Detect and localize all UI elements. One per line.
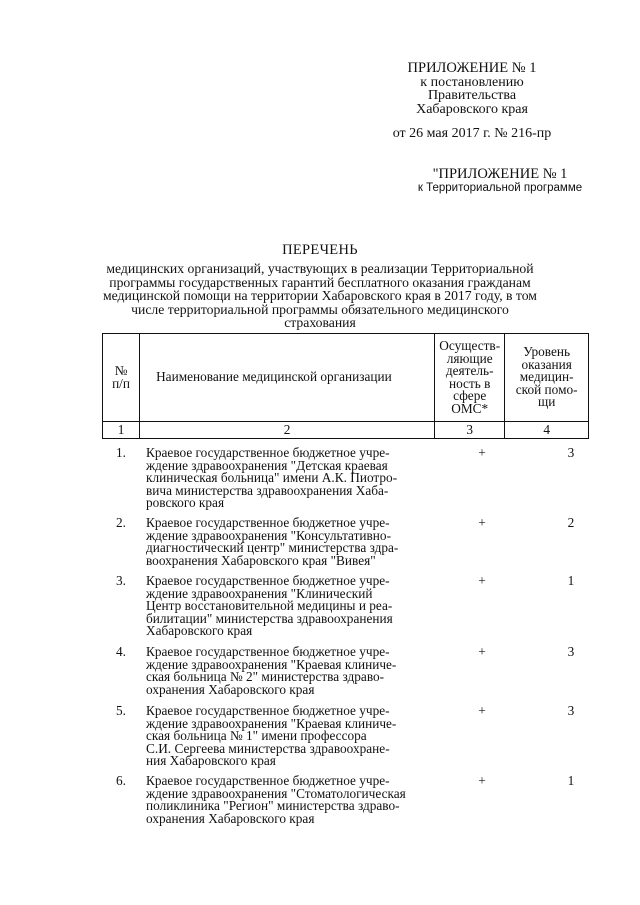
- row-number: 5.: [116, 703, 126, 718]
- name-line: ждение здравоохранения "Стоматологическая: [146, 785, 406, 801]
- header-oms-line: ность в: [448, 375, 491, 391]
- name-line: ждение здравоохранения "Детская краевая: [146, 457, 388, 473]
- header-row: [103, 334, 589, 422]
- row-number: 4.: [116, 644, 126, 659]
- appendix2-title: "ПРИЛОЖЕНИЕ № 1: [432, 166, 568, 182]
- appendix-line-2: к постановлению: [420, 74, 524, 90]
- header-num: [103, 334, 140, 422]
- subtitle-line: медицинской помощи на территории Хабаровского края в 2017 году, в том: [103, 288, 537, 303]
- name-line: диагностический центр" министерства здра-: [146, 540, 399, 555]
- appendix-title: ПРИЛОЖЕНИЕ № 1: [407, 60, 537, 76]
- document-subtitle: [100, 262, 540, 330]
- name-line: воохранения Хабаровского края "Вивея": [146, 552, 376, 568]
- row-oms-mark: +: [478, 644, 486, 659]
- row-care-level: 2: [567, 515, 575, 530]
- name-line: поликлиника "Регион" министерства здраво-: [146, 798, 400, 813]
- subtitle-line: числе территориальной программы обязательного медицинского страхования: [131, 301, 509, 330]
- row-care-level: 3: [567, 445, 575, 460]
- document-title: ПЕРЕЧЕНЬ: [282, 242, 358, 258]
- row-oms-mark: +: [478, 515, 486, 530]
- row-number: 1.: [116, 445, 126, 460]
- appendix2-subtitle: к Территориальной программе: [417, 182, 583, 194]
- row-organization-name: [146, 447, 436, 510]
- name-line: Краевое государственное бюджетное учре-: [146, 515, 390, 530]
- header-oms-line: деятель-: [445, 363, 494, 378]
- column-number: 4: [505, 422, 589, 439]
- name-line: охранения Хабаровского края: [146, 681, 315, 697]
- row-oms-mark: +: [478, 445, 486, 460]
- name-line: охранения Хабаровского края: [146, 810, 315, 826]
- row-care-level: 1: [567, 573, 575, 588]
- header-level: [505, 334, 589, 422]
- name-line: ская больница № 2" министерства здраво-: [146, 669, 385, 684]
- name-line: ждение здравоохранения "Консультативно-: [146, 527, 391, 543]
- appendix-date: от 26 мая 2017 г. № 216-пр: [392, 126, 552, 141]
- header-oms-line: сфере: [453, 388, 487, 403]
- name-line: ровского края: [146, 495, 225, 510]
- header-oms-line: ОМС*: [451, 400, 489, 416]
- row-number: 2.: [116, 515, 126, 530]
- header-level-line: ской помо-: [515, 381, 578, 397]
- header-oms-line: Осуществ-: [439, 338, 501, 353]
- header-oms-line: ляющие: [446, 350, 493, 366]
- row-number: 6.: [116, 773, 126, 788]
- name-line: Краевое государственное бюджетное учре-: [146, 644, 390, 659]
- table-header: [102, 333, 589, 439]
- name-line: Краевое государственное бюджетное учре-: [146, 703, 390, 718]
- row-care-level: 3: [567, 703, 575, 718]
- name-line: ния Хабаровского края: [146, 753, 276, 768]
- header-oms: [435, 334, 505, 422]
- row-organization-name: [146, 775, 436, 825]
- column-number: 1: [103, 422, 140, 439]
- name-line: билитации" министерства здравоохранения: [146, 610, 393, 626]
- name-line: ская больница № 1" имени профессора: [146, 728, 367, 743]
- header-level-line: медицин-: [519, 369, 574, 385]
- row-oms-mark: +: [478, 703, 486, 718]
- name-line: клиническая больница" имени А.К. Пиотро-: [146, 470, 398, 485]
- name-line: С.И. Сергеева министерства здравоохране-: [146, 740, 390, 756]
- header-num-line: №: [114, 363, 128, 378]
- column-number-row: [103, 422, 589, 439]
- row-organization-name: [146, 705, 436, 768]
- row-care-level: 1: [567, 773, 575, 788]
- row-organization-name: [146, 575, 436, 638]
- appendix-line-3: Правительства: [427, 88, 517, 103]
- column-number: 3: [435, 422, 505, 439]
- row-organization-name: [146, 646, 436, 696]
- appendix-header: [372, 62, 572, 116]
- header-num-line: п/п: [112, 375, 130, 391]
- row-oms-mark: +: [478, 773, 486, 788]
- name-line: ждение здравоохранения "Клинический: [146, 585, 373, 601]
- name-line: Краевое государственное бюджетное учре-: [146, 445, 390, 460]
- row-care-level: 3: [567, 644, 575, 659]
- name-line: ждение здравоохранения "Краевая клиниче-: [146, 656, 397, 672]
- row-oms-mark: +: [478, 573, 486, 588]
- name-line: Краевое государственное бюджетное учре-: [146, 573, 390, 588]
- name-line: ждение здравоохранения "Краевая клиниче-: [146, 715, 397, 731]
- header-name: Наименование медицинской организации: [140, 334, 435, 422]
- header-level-line: щи: [537, 394, 556, 410]
- name-line: Хабаровского края: [146, 623, 253, 638]
- row-number: 3.: [116, 573, 126, 588]
- column-number: 2: [140, 422, 435, 439]
- name-line: Центр восстановительной медицины и реа-: [146, 598, 393, 613]
- row-organization-name: [146, 517, 436, 567]
- name-line: вича министерства здравоохранения Хаба-: [146, 482, 389, 498]
- name-line: Краевое государственное бюджетное учре-: [146, 773, 390, 788]
- subtitle-line: медицинских организаций, участвующих в реализации Территориальной: [106, 261, 534, 276]
- header-level-line: оказания: [521, 356, 572, 372]
- subtitle-line: программы государственных гарантий бесплатного оказания гражданам: [109, 274, 531, 290]
- header-level-line: Уровень: [523, 344, 571, 360]
- appendix-line-4: Хабаровского края: [416, 101, 528, 117]
